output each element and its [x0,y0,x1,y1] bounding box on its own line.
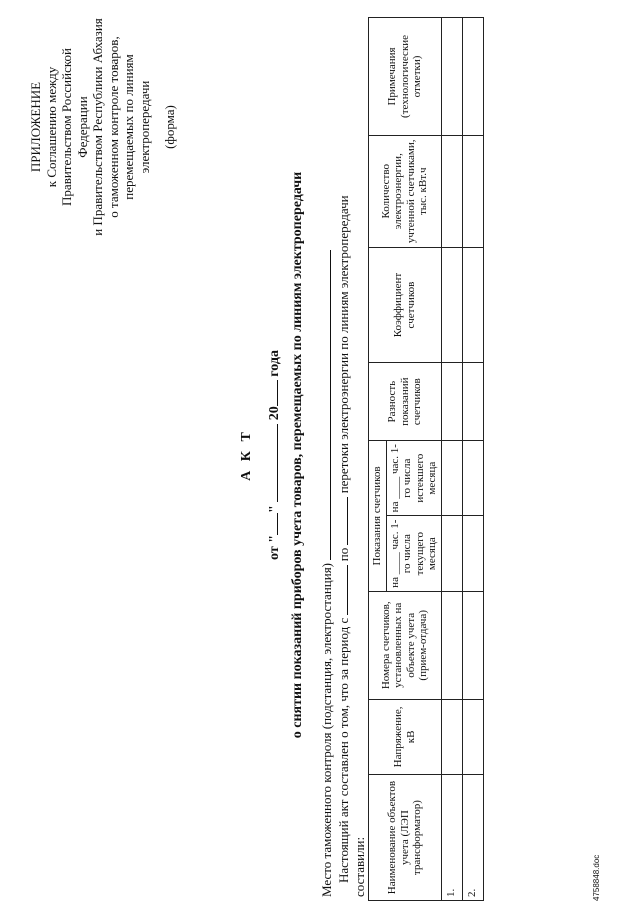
appendix-block [28,17,178,237]
header-reading-previous: на ____ час. 1-го числа истекшего месяца [386,440,441,516]
table-cell[interactable] [441,699,462,775]
header-object-name: Наименование объектов учета (ЛЭП трансформатор) [369,775,442,901]
table-cell[interactable] [462,363,483,441]
header-notes: Примечания (технологические отметки) [369,18,442,136]
place-row [318,17,335,897]
year-field[interactable] [265,380,278,406]
year-prefix: 20 [267,406,282,421]
period-from-field[interactable] [335,565,348,615]
appendix-line: о таможенном контроле товаров, [105,36,121,218]
doc-id: 4758848.doc [592,854,601,901]
period-row [335,17,352,897]
table-cell[interactable] [441,591,462,699]
table-cell[interactable] [441,363,462,441]
period-suffix: перетоки электроэнергии по линиям электропередачи [336,195,351,494]
place-label: Место таможенного контроля (подстанция, электростанция) [319,562,334,897]
appendix-line: к Соглашению между [43,66,59,188]
meter-table [368,17,484,901]
period-prefix: Настоящий акт составлен о том, что за период с [336,617,351,883]
act-subtitle: о снятии показаний приборов учета товаров, перемещаемых по линиям электропередачи [290,171,305,739]
table-cell[interactable] [462,591,483,699]
table-cell[interactable] [441,18,462,136]
act-date-line [265,125,283,785]
period-po: по [336,547,351,562]
header-coefficient: Коэффициент счетчиков [369,247,442,363]
table-cell[interactable] [441,247,462,363]
act-title-block [238,125,306,785]
table-cell[interactable] [462,135,483,247]
table-cell[interactable] [441,516,462,592]
header-meter-readings: Показания счетчиков [369,440,387,591]
statement-end: составили: [352,836,367,897]
date-quote-close: " [267,505,282,513]
table-cell[interactable] [441,440,462,516]
row-number: 1. [441,775,462,901]
appendix-line: и Правительством Республики Абхазия [90,18,105,236]
form-label: (форма) [162,105,177,149]
header-voltage: Напряжение, кВ [369,699,442,775]
month-field[interactable] [265,424,278,502]
table-cell[interactable] [462,699,483,775]
header-meter-numbers: Номера счетчиков, установленных на объекте учета (прием-отдача) [369,591,442,699]
table-cell[interactable] [462,440,483,516]
day-field[interactable] [265,513,278,535]
period-to-field[interactable] [335,497,348,545]
statement-block [318,17,368,897]
appendix-title: ПРИЛОЖЕНИЕ [28,81,43,173]
appendix-line: Правительством Российской Федерации [59,48,90,206]
header-reading-current: на ____ час. 1-го числа текущего месяца [386,516,441,592]
header-reading-difference: Разность показаний счетчиков [369,363,442,441]
row-number: 2. [462,775,483,901]
date-prefix: от " [267,535,282,560]
header-energy-quantity: Количество электроэнергии, учтенной счетчиками, тыс. кВт.ч [369,135,442,247]
act-title: А К Т [239,429,254,481]
appendix-line: перемещаемых по линиям электропередачи [121,54,152,200]
year-suffix: года [267,350,282,377]
table-cell[interactable] [462,516,483,592]
table-row [462,18,483,901]
table-row [441,18,462,901]
place-field[interactable] [318,250,331,560]
table-cell[interactable] [462,18,483,136]
table-cell[interactable] [462,247,483,363]
table-cell[interactable] [441,135,462,247]
